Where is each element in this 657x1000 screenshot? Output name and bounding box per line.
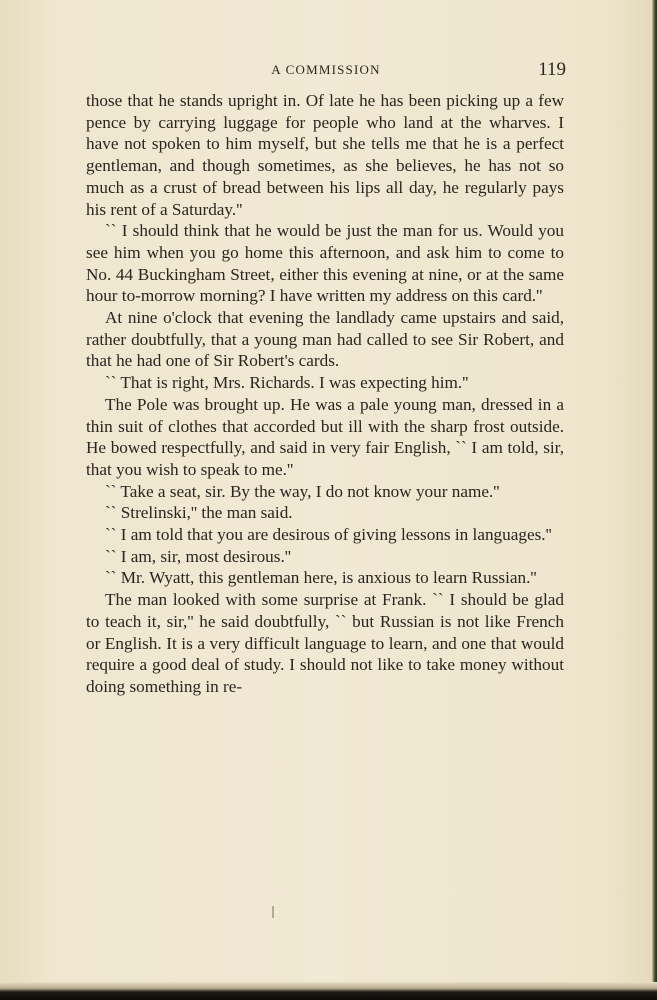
paragraph: The man looked with some surprise at Frank. `` I should be glad to teach it, sir,'' he said doubtfully, `` but Russian is not like French or English. It is a very difficult language to learn, and one that would require a good deal of study. I should not like to take money without doing something in re- — [86, 590, 564, 696]
running-head: A COMMISSION — [271, 62, 381, 77]
paragraph: `` Mr. Wyatt, this gentleman here, is anxious to learn Russian.'' — [105, 568, 537, 588]
page-header — [86, 60, 566, 80]
paragraph: `` That is right, Mrs. Richards. I was expecting him.'' — [105, 373, 469, 393]
page-number: 119 — [538, 59, 566, 80]
paragraph: At nine o'clock that evening the landlady came upstairs and said, rather doubtfully, that a young man had called to see Sir Robert, and that he had one of Sir Robert's cards. — [86, 308, 564, 371]
paragraph: The Pole was brought up. He was a pale young man, dressed in a thin suit of clothes that accorded but ill with the sharp frost outside. He bowed respectfully, and said in very fair English, `` I am told, sir, that you wish to speak to me.'' — [86, 394, 564, 479]
paragraph: `` I should think that he would be just the man for us. Would you see him when you go home this afternoon, and ask him to come to No. 44 Buckingham Street, either this evening at nine, or at the same hour to-morrow morning? I have written my address on this card.'' — [86, 221, 564, 306]
paragraph: `` I am, sir, most desirous.'' — [105, 546, 291, 566]
page-bottom-edge — [0, 982, 657, 1000]
paragraph: `` I am told that you are desirous of giving lessons in languages.'' — [105, 525, 552, 545]
paragraph: `` Take a seat, sir. By the way, I do not know your name.'' — [105, 481, 500, 501]
print-mark — [272, 906, 274, 918]
paragraph: those that he stands upright in. Of late he has been picking up a few pence by carrying luggage for people who land at the wharves. I have not spoken to him myself, but she tells me that he is a perfect gentleman, and though sometimes, as she believes, he has not so much as a crust of bread between his lips all day, he regularly pays his rent of a Saturday.'' — [86, 91, 564, 219]
page-right-edge — [652, 0, 657, 1000]
body-text — [86, 90, 564, 698]
paragraph: `` Strelinski,'' the man said. — [105, 503, 293, 523]
